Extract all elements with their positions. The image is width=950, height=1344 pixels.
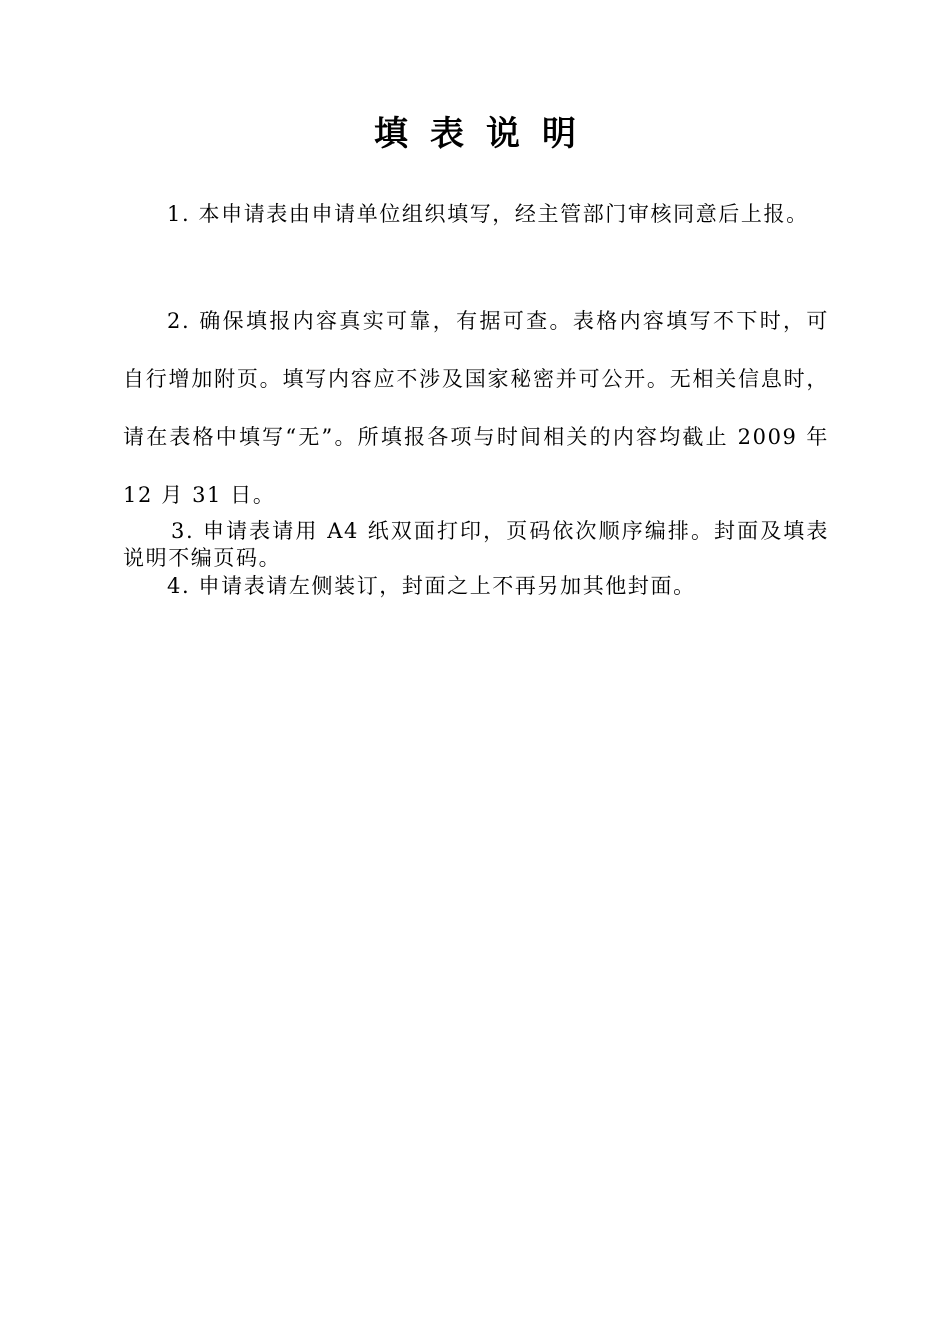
instruction-item-3: 3. 申请表请用 A4 纸双面打印，页码依次顺序编排。封面及填表说明不编页码。: [123, 519, 829, 570]
instruction-item-2: 2. 确保填报内容真实可靠，有据可查。表格内容填写不下时，可自行增加附页。填写内容应不涉及国家秘密并可公开。无相关信息时，请在表格中填写“无”。所填报各项与时间相关的内容均截止 2009 年 12 月 31 日。: [123, 309, 829, 507]
page-title: 填表说明: [374, 114, 598, 154]
instruction-item-1: 1. 本申请表由申请单位组织填写，经主管部门审核同意后上报。: [167, 202, 809, 226]
instruction-item-4: 4. 申请表请左侧装订，封面之上不再另加其他封面。: [167, 574, 696, 598]
